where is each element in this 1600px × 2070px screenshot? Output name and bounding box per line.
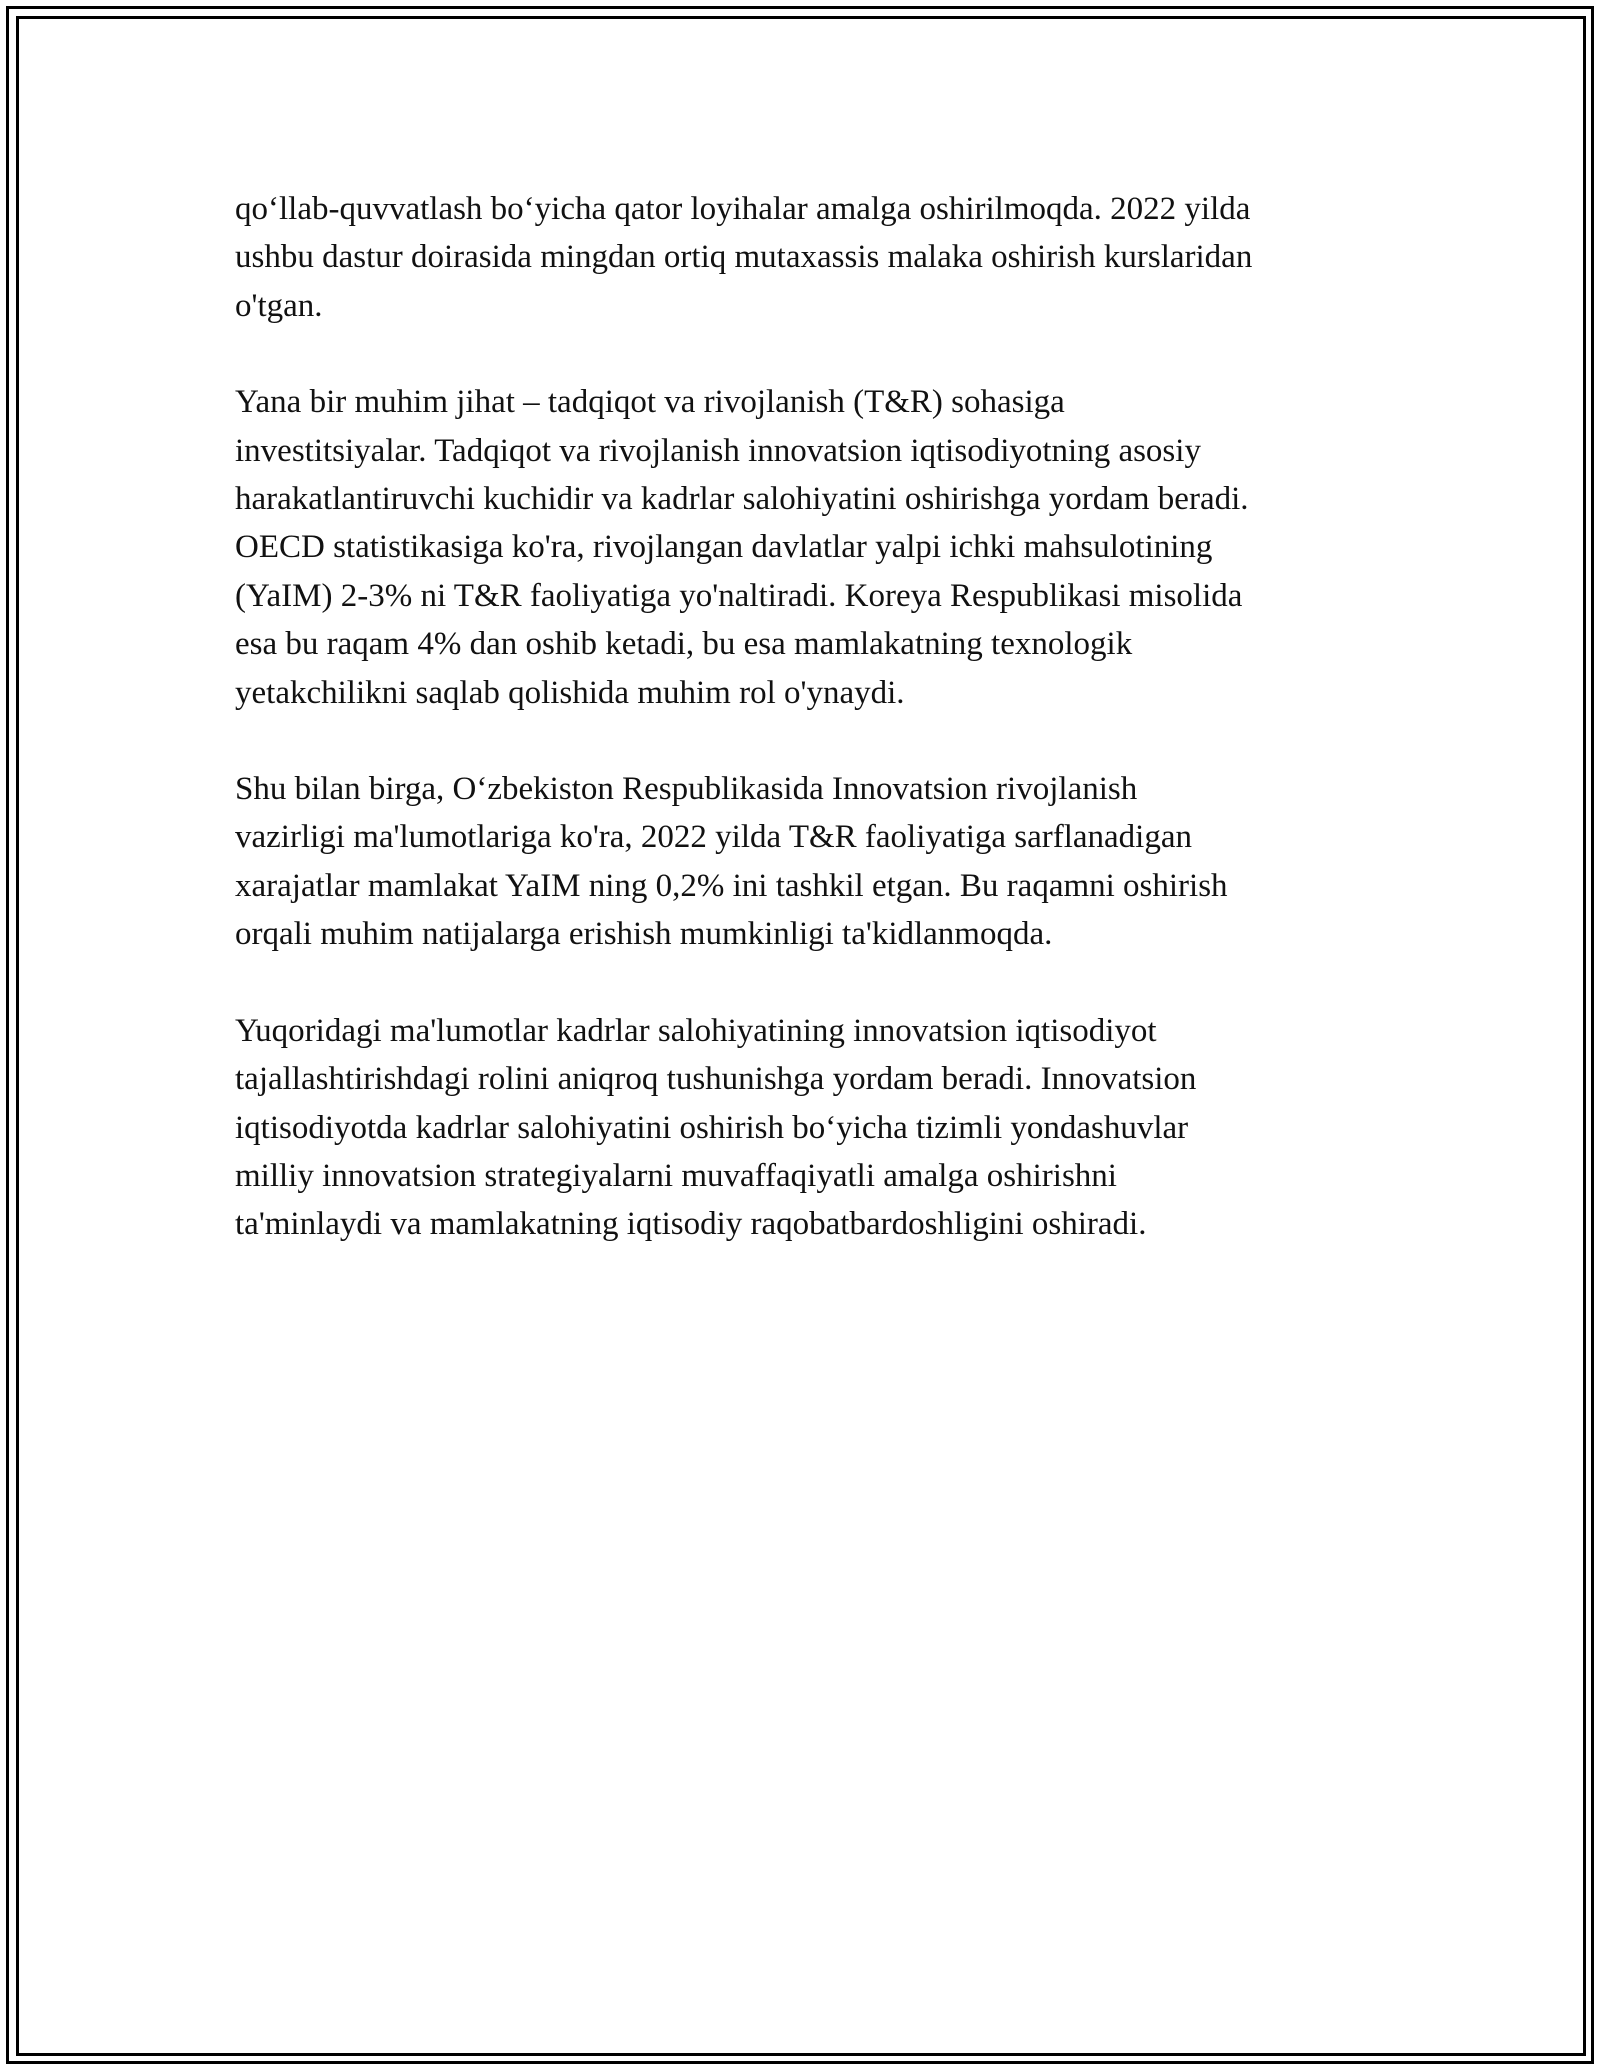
paragraph-training-projects: qo‘llab-quvvatlash bo‘yicha qator loyihalar amalga oshirilmoqda. 2022 yilda ushbu dastur doirasida mingdan ortiq mutaxassis malaka oshirish kurslaridan o'tgan.	[235, 191, 1253, 324]
paragraph-rnd-investment: Yana bir muhim jihat – tadqiqot va rivojlanish (T&R) sohasiga investitsiyalar. Tadqiqot va rivojlanish innovatsion iqtisodiyotning asosiy harakatlantiruvchi kuchidir va kadrlar salohiyatini oshirishga yordam beradi. OECD statistikasiga ko'ra, rivojlangan davlatlar yalpi ichki mahsulotining (YaIM) 2-3% ni T&R faoliyatiga yo'naltiradi. Koreya Respublikasi misolida esa bu raqam 4% dan oshib ketadi, bu esa mamlakatning texnologik yetakchilikni saqlab qolishida muhim rol o'ynaydi.	[235, 384, 1249, 711]
paragraph-uzbekistan-rnd-spending: Shu bilan birga, O‘zbekiston Respublikasida Innovatsion rivojlanish vazirligi ma'lumotlariga ko'ra, 2022 yilda T&R faoliyatiga sarflanadigan xarajatlar mamlakat YaIM ning 0,2% ini tashkil etgan. Bu raqamni oshirish orqali muhim natijalarga erishish mumkinligi ta'kidlanmoqda.	[235, 771, 1228, 953]
paragraph-conclusion: Yuqoridagi ma'lumotlar kadrlar salohiyatining innovatsion iqtisodiyot tajallashtirishdagi rolini aniqroq tushunishga yordam beradi. Innovatsion iqtisodiyotda kadrlar salohiyatini oshirish bo‘yicha tizimli yondashuvlar milliy innovatsion strategiyalarni muvaffaqiyatli amalga oshirishni ta'minlaydi va mamlakatning iqtisodiy raqobatbardoshligini oshiradi.	[235, 1012, 1197, 1243]
document-body	[235, 185, 1375, 1297]
